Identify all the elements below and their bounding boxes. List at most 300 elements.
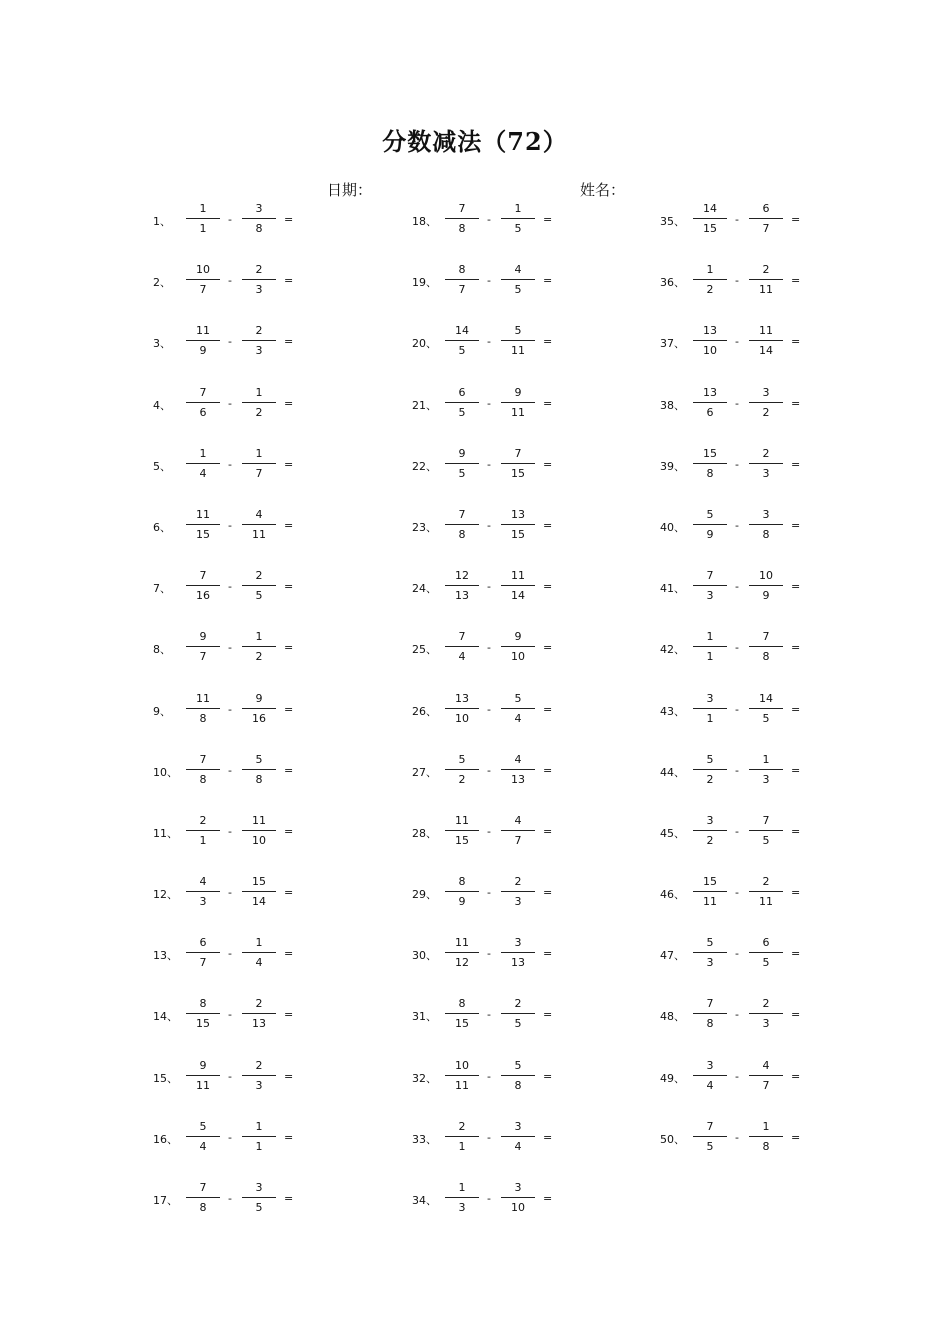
numerator: 5 bbox=[514, 324, 522, 338]
equals-sign: = bbox=[543, 335, 553, 349]
numerator: 7 bbox=[199, 752, 207, 766]
equals-sign: = bbox=[543, 1130, 553, 1144]
problem-number: 28、 bbox=[412, 826, 437, 840]
denominator: 7 bbox=[199, 956, 207, 970]
denominator: 5 bbox=[255, 1201, 263, 1214]
denominator: 1 bbox=[706, 711, 714, 725]
numerator: 5 bbox=[199, 1119, 207, 1133]
fraction-subtrahend bbox=[749, 997, 783, 1030]
equals-sign: = bbox=[284, 641, 294, 655]
fraction-minuend bbox=[445, 936, 479, 969]
denominator: 3 bbox=[706, 956, 714, 970]
equals-sign: = bbox=[284, 1130, 294, 1144]
problem-number: 15、 bbox=[153, 1071, 178, 1085]
equals-sign: = bbox=[791, 824, 801, 838]
denominator: 13 bbox=[511, 956, 525, 970]
fraction-subtrahend bbox=[501, 508, 535, 541]
minus-sign: - bbox=[487, 580, 491, 594]
equals-sign: = bbox=[543, 580, 553, 594]
fraction-minuend bbox=[445, 875, 479, 908]
numerator: 15 bbox=[252, 875, 266, 889]
minus-sign: - bbox=[487, 335, 491, 349]
fraction-subtrahend bbox=[242, 569, 276, 602]
fraction-minuend bbox=[186, 1181, 220, 1214]
minus-sign: - bbox=[487, 824, 491, 838]
minus-sign: - bbox=[735, 213, 739, 226]
denominator: 8 bbox=[762, 527, 770, 541]
numerator: 11 bbox=[196, 691, 210, 705]
fraction-subtrahend bbox=[501, 1059, 535, 1092]
minus-sign: - bbox=[487, 457, 491, 471]
problem-number: 23、 bbox=[412, 520, 437, 534]
fraction-subtrahend bbox=[501, 630, 535, 663]
fraction-minuend bbox=[693, 814, 727, 847]
problem-item bbox=[412, 202, 672, 263]
problem-number: 11、 bbox=[153, 826, 178, 840]
numerator: 7 bbox=[458, 630, 466, 644]
numerator: 2 bbox=[255, 263, 263, 277]
denominator: 7 bbox=[762, 222, 770, 235]
fraction-subtrahend bbox=[749, 508, 783, 541]
problem-item bbox=[412, 997, 672, 1058]
minus-sign: - bbox=[228, 702, 232, 716]
denominator: 14 bbox=[252, 895, 266, 909]
denominator: 5 bbox=[706, 1139, 714, 1153]
denominator: 14 bbox=[511, 589, 525, 603]
fraction-subtrahend bbox=[242, 447, 276, 480]
denominator: 8 bbox=[255, 222, 263, 235]
equals-sign: = bbox=[543, 396, 553, 410]
fraction-subtrahend bbox=[749, 753, 783, 786]
minus-sign: - bbox=[228, 396, 232, 410]
fraction-minuend bbox=[693, 263, 727, 296]
denominator: 8 bbox=[762, 1139, 770, 1153]
fraction-minuend bbox=[445, 1059, 479, 1092]
fraction-subtrahend bbox=[501, 692, 535, 725]
numerator: 11 bbox=[455, 936, 469, 950]
problem-number: 44、 bbox=[660, 765, 685, 779]
minus-sign: - bbox=[735, 1130, 739, 1144]
numerator: 1 bbox=[255, 936, 263, 950]
denominator: 5 bbox=[762, 711, 770, 725]
problem-number: 49、 bbox=[660, 1071, 685, 1085]
problem-item bbox=[153, 997, 413, 1058]
numerator: 2 bbox=[458, 1119, 466, 1133]
numerator: 7 bbox=[762, 630, 770, 644]
numerator: 3 bbox=[514, 1181, 522, 1194]
denominator: 15 bbox=[703, 222, 717, 235]
equals-sign: = bbox=[284, 1192, 294, 1205]
fraction-subtrahend bbox=[749, 875, 783, 908]
minus-sign: - bbox=[228, 213, 232, 226]
numerator: 5 bbox=[514, 691, 522, 705]
denominator: 3 bbox=[255, 283, 263, 297]
equals-sign: = bbox=[543, 1069, 553, 1083]
numerator: 11 bbox=[252, 813, 266, 827]
problem-number: 18、 bbox=[412, 215, 437, 228]
problem-column-3 bbox=[660, 202, 920, 1181]
problem-item bbox=[412, 875, 672, 936]
equals-sign: = bbox=[791, 641, 801, 655]
fraction-subtrahend bbox=[242, 263, 276, 296]
equals-sign: = bbox=[543, 518, 553, 532]
denominator: 16 bbox=[252, 711, 266, 725]
denominator: 7 bbox=[514, 833, 522, 847]
denominator: 1 bbox=[706, 650, 714, 664]
fraction-minuend bbox=[445, 1120, 479, 1153]
equals-sign: = bbox=[543, 1192, 553, 1205]
problem-item bbox=[660, 936, 920, 997]
fraction-minuend bbox=[693, 1120, 727, 1153]
fraction-subtrahend bbox=[501, 997, 535, 1030]
denominator: 3 bbox=[762, 466, 770, 480]
fraction-minuend bbox=[445, 202, 479, 235]
problem-number: 12、 bbox=[153, 888, 178, 902]
problem-item bbox=[153, 386, 413, 447]
numerator: 1 bbox=[706, 630, 714, 644]
problem-number: 35、 bbox=[660, 215, 685, 228]
numerator: 3 bbox=[514, 936, 522, 950]
fraction-minuend bbox=[445, 324, 479, 357]
minus-sign: - bbox=[735, 335, 739, 349]
minus-sign: - bbox=[487, 641, 491, 655]
minus-sign: - bbox=[228, 518, 232, 532]
fraction-subtrahend bbox=[749, 386, 783, 419]
equals-sign: = bbox=[284, 518, 294, 532]
fraction-minuend bbox=[186, 936, 220, 969]
equals-sign: = bbox=[791, 580, 801, 594]
fraction-subtrahend bbox=[501, 202, 535, 235]
numerator: 11 bbox=[759, 324, 773, 338]
fraction-minuend bbox=[186, 447, 220, 480]
numerator: 1 bbox=[762, 752, 770, 766]
numerator: 9 bbox=[255, 691, 263, 705]
numerator: 8 bbox=[458, 875, 466, 889]
numerator: 1 bbox=[458, 1181, 466, 1194]
equals-sign: = bbox=[284, 886, 294, 900]
equals-sign: = bbox=[543, 763, 553, 777]
fraction-minuend bbox=[445, 447, 479, 480]
problem-item bbox=[153, 508, 413, 569]
fraction-minuend bbox=[445, 753, 479, 786]
denominator: 3 bbox=[514, 895, 522, 909]
numerator: 1 bbox=[255, 446, 263, 460]
denominator: 4 bbox=[255, 956, 263, 970]
denominator: 2 bbox=[706, 772, 714, 786]
problem-number: 30、 bbox=[412, 949, 437, 963]
denominator: 8 bbox=[762, 650, 770, 664]
fraction-subtrahend bbox=[242, 875, 276, 908]
date-label: 日期： bbox=[327, 181, 373, 199]
minus-sign: - bbox=[735, 947, 739, 961]
denominator: 11 bbox=[703, 895, 717, 909]
numerator: 1 bbox=[199, 202, 207, 215]
fraction-subtrahend bbox=[501, 936, 535, 969]
fraction-minuend bbox=[186, 202, 220, 235]
problem-item bbox=[153, 936, 413, 997]
fraction-minuend bbox=[693, 569, 727, 602]
equals-sign: = bbox=[791, 886, 801, 900]
denominator: 8 bbox=[255, 772, 263, 786]
numerator: 6 bbox=[762, 936, 770, 950]
problem-number: 42、 bbox=[660, 643, 685, 657]
denominator: 7 bbox=[458, 283, 466, 297]
minus-sign: - bbox=[228, 274, 232, 288]
minus-sign: - bbox=[228, 1192, 232, 1205]
fraction-subtrahend bbox=[501, 1181, 535, 1214]
numerator: 1 bbox=[514, 202, 522, 215]
problem-item bbox=[660, 324, 920, 385]
equals-sign: = bbox=[543, 1008, 553, 1022]
denominator: 10 bbox=[455, 711, 469, 725]
problem-number: 50、 bbox=[660, 1132, 685, 1146]
denominator: 9 bbox=[199, 344, 207, 358]
denominator: 15 bbox=[455, 833, 469, 847]
minus-sign: - bbox=[487, 886, 491, 900]
fraction-subtrahend bbox=[242, 1120, 276, 1153]
numerator: 1 bbox=[255, 1119, 263, 1133]
problem-number: 20、 bbox=[412, 337, 437, 351]
denominator: 11 bbox=[252, 527, 266, 541]
denominator: 1 bbox=[458, 1139, 466, 1153]
denominator: 8 bbox=[458, 527, 466, 541]
problem-item bbox=[660, 875, 920, 936]
numerator: 3 bbox=[514, 1119, 522, 1133]
equals-sign: = bbox=[284, 702, 294, 716]
denominator: 3 bbox=[199, 895, 207, 909]
problem-number: 9、 bbox=[153, 704, 171, 718]
fraction-minuend bbox=[445, 1181, 479, 1214]
denominator: 10 bbox=[252, 833, 266, 847]
problem-number: 1、 bbox=[153, 215, 171, 228]
problem-item bbox=[153, 814, 413, 875]
equals-sign: = bbox=[543, 947, 553, 961]
problem-item bbox=[412, 386, 672, 447]
problem-item bbox=[412, 1059, 672, 1120]
denominator: 3 bbox=[762, 772, 770, 786]
numerator: 1 bbox=[199, 446, 207, 460]
problem-number: 39、 bbox=[660, 459, 685, 473]
fraction-subtrahend bbox=[242, 508, 276, 541]
problem-item bbox=[412, 630, 672, 691]
numerator: 3 bbox=[255, 1181, 263, 1194]
problem-number: 41、 bbox=[660, 582, 685, 596]
numerator: 14 bbox=[759, 691, 773, 705]
equals-sign: = bbox=[791, 1130, 801, 1144]
denominator: 4 bbox=[199, 466, 207, 480]
equals-sign: = bbox=[284, 763, 294, 777]
fraction-subtrahend bbox=[242, 630, 276, 663]
fraction-minuend bbox=[693, 692, 727, 725]
denominator: 2 bbox=[458, 772, 466, 786]
problem-item bbox=[412, 814, 672, 875]
numerator: 7 bbox=[762, 813, 770, 827]
problem-item bbox=[660, 1120, 920, 1181]
problem-item bbox=[412, 324, 672, 385]
minus-sign: - bbox=[735, 763, 739, 777]
fraction-subtrahend bbox=[749, 692, 783, 725]
minus-sign: - bbox=[487, 1008, 491, 1022]
numerator: 3 bbox=[762, 507, 770, 521]
problem-number: 27、 bbox=[412, 765, 437, 779]
fraction-subtrahend bbox=[242, 997, 276, 1030]
numerator: 10 bbox=[196, 263, 210, 277]
problem-number: 24、 bbox=[412, 582, 437, 596]
problem-item bbox=[153, 630, 413, 691]
problem-number: 4、 bbox=[153, 398, 171, 412]
denominator: 12 bbox=[455, 956, 469, 970]
fraction-minuend bbox=[186, 1059, 220, 1092]
numerator: 4 bbox=[762, 1058, 770, 1072]
problem-item bbox=[412, 447, 672, 508]
equals-sign: = bbox=[543, 274, 553, 288]
equals-sign: = bbox=[543, 886, 553, 900]
minus-sign: - bbox=[487, 213, 491, 226]
minus-sign: - bbox=[228, 886, 232, 900]
denominator: 10 bbox=[511, 650, 525, 664]
denominator: 9 bbox=[458, 895, 466, 909]
minus-sign: - bbox=[228, 335, 232, 349]
problem-number: 47、 bbox=[660, 949, 685, 963]
problem-item bbox=[660, 202, 920, 263]
minus-sign: - bbox=[228, 457, 232, 471]
page-title: 分数减法（72） bbox=[382, 127, 568, 156]
fraction-subtrahend bbox=[242, 202, 276, 235]
denominator: 4 bbox=[514, 1139, 522, 1153]
fraction-subtrahend bbox=[749, 1059, 783, 1092]
numerator: 10 bbox=[455, 1058, 469, 1072]
fraction-subtrahend bbox=[501, 753, 535, 786]
equals-sign: = bbox=[543, 213, 553, 226]
problem-number: 43、 bbox=[660, 704, 685, 718]
fraction-minuend bbox=[186, 569, 220, 602]
equals-sign: = bbox=[284, 580, 294, 594]
problem-number: 13、 bbox=[153, 949, 178, 963]
problem-item bbox=[660, 263, 920, 324]
problem-number: 31、 bbox=[412, 1010, 437, 1024]
denominator: 10 bbox=[703, 344, 717, 358]
numerator: 6 bbox=[199, 936, 207, 950]
equals-sign: = bbox=[791, 457, 801, 471]
numerator: 1 bbox=[255, 385, 263, 399]
fraction-minuend bbox=[693, 997, 727, 1030]
numerator: 11 bbox=[455, 813, 469, 827]
denominator: 1 bbox=[199, 222, 207, 235]
fraction-subtrahend bbox=[242, 814, 276, 847]
problem-item bbox=[660, 630, 920, 691]
denominator: 2 bbox=[706, 833, 714, 847]
problem-item bbox=[153, 1059, 413, 1120]
minus-sign: - bbox=[735, 702, 739, 716]
numerator: 14 bbox=[455, 324, 469, 338]
fraction-minuend bbox=[693, 875, 727, 908]
numerator: 12 bbox=[455, 569, 469, 583]
minus-sign: - bbox=[487, 947, 491, 961]
numerator: 9 bbox=[514, 385, 522, 399]
equals-sign: = bbox=[284, 213, 294, 226]
numerator: 3 bbox=[255, 202, 263, 215]
numerator: 9 bbox=[514, 630, 522, 644]
denominator: 5 bbox=[514, 283, 522, 297]
numerator: 7 bbox=[514, 446, 522, 460]
equals-sign: = bbox=[543, 824, 553, 838]
numerator: 2 bbox=[255, 997, 263, 1011]
denominator: 2 bbox=[255, 405, 263, 419]
denominator: 5 bbox=[458, 466, 466, 480]
minus-sign: - bbox=[735, 274, 739, 288]
fraction-subtrahend bbox=[501, 324, 535, 357]
fraction-minuend bbox=[693, 936, 727, 969]
fraction-subtrahend bbox=[749, 936, 783, 969]
problem-item bbox=[660, 386, 920, 447]
denominator: 11 bbox=[196, 1078, 210, 1092]
equals-sign: = bbox=[543, 641, 553, 655]
denominator: 15 bbox=[455, 1017, 469, 1031]
equals-sign: = bbox=[284, 335, 294, 349]
problem-number: 5、 bbox=[153, 459, 171, 473]
fraction-minuend bbox=[186, 508, 220, 541]
numerator: 4 bbox=[514, 813, 522, 827]
denominator: 16 bbox=[196, 589, 210, 603]
denominator: 15 bbox=[196, 527, 210, 541]
fraction-minuend bbox=[693, 630, 727, 663]
fraction-minuend bbox=[186, 997, 220, 1030]
minus-sign: - bbox=[228, 641, 232, 655]
numerator: 4 bbox=[199, 875, 207, 889]
numerator: 2 bbox=[514, 875, 522, 889]
equals-sign: = bbox=[284, 274, 294, 288]
denominator: 5 bbox=[762, 833, 770, 847]
fraction-subtrahend bbox=[242, 936, 276, 969]
minus-sign: - bbox=[735, 396, 739, 410]
denominator: 11 bbox=[511, 405, 525, 419]
problem-item bbox=[153, 875, 413, 936]
problem-item bbox=[660, 569, 920, 630]
fraction-minuend bbox=[693, 386, 727, 419]
denominator: 4 bbox=[514, 711, 522, 725]
problem-number: 10、 bbox=[153, 765, 178, 779]
fraction-minuend bbox=[445, 263, 479, 296]
denominator: 6 bbox=[706, 405, 714, 419]
problem-number: 2、 bbox=[153, 276, 171, 290]
fraction-minuend bbox=[693, 753, 727, 786]
numerator: 2 bbox=[762, 875, 770, 889]
fraction-subtrahend bbox=[242, 1059, 276, 1092]
numerator: 13 bbox=[455, 691, 469, 705]
problem-item bbox=[153, 324, 413, 385]
denominator: 15 bbox=[511, 527, 525, 541]
equals-sign: = bbox=[791, 947, 801, 961]
problem-item bbox=[153, 202, 413, 263]
fraction-subtrahend bbox=[501, 447, 535, 480]
problem-number: 26、 bbox=[412, 704, 437, 718]
numerator: 5 bbox=[514, 1058, 522, 1072]
denominator: 5 bbox=[762, 956, 770, 970]
fraction-minuend bbox=[693, 202, 727, 235]
numerator: 8 bbox=[199, 997, 207, 1011]
denominator: 2 bbox=[706, 283, 714, 297]
problem-item bbox=[660, 508, 920, 569]
fraction-minuend bbox=[186, 386, 220, 419]
numerator: 13 bbox=[703, 324, 717, 338]
equals-sign: = bbox=[791, 518, 801, 532]
equals-sign: = bbox=[791, 396, 801, 410]
problem-number: 48、 bbox=[660, 1010, 685, 1024]
equals-sign: = bbox=[791, 763, 801, 777]
minus-sign: - bbox=[487, 274, 491, 288]
numerator: 2 bbox=[199, 813, 207, 827]
problem-number: 25、 bbox=[412, 643, 437, 657]
